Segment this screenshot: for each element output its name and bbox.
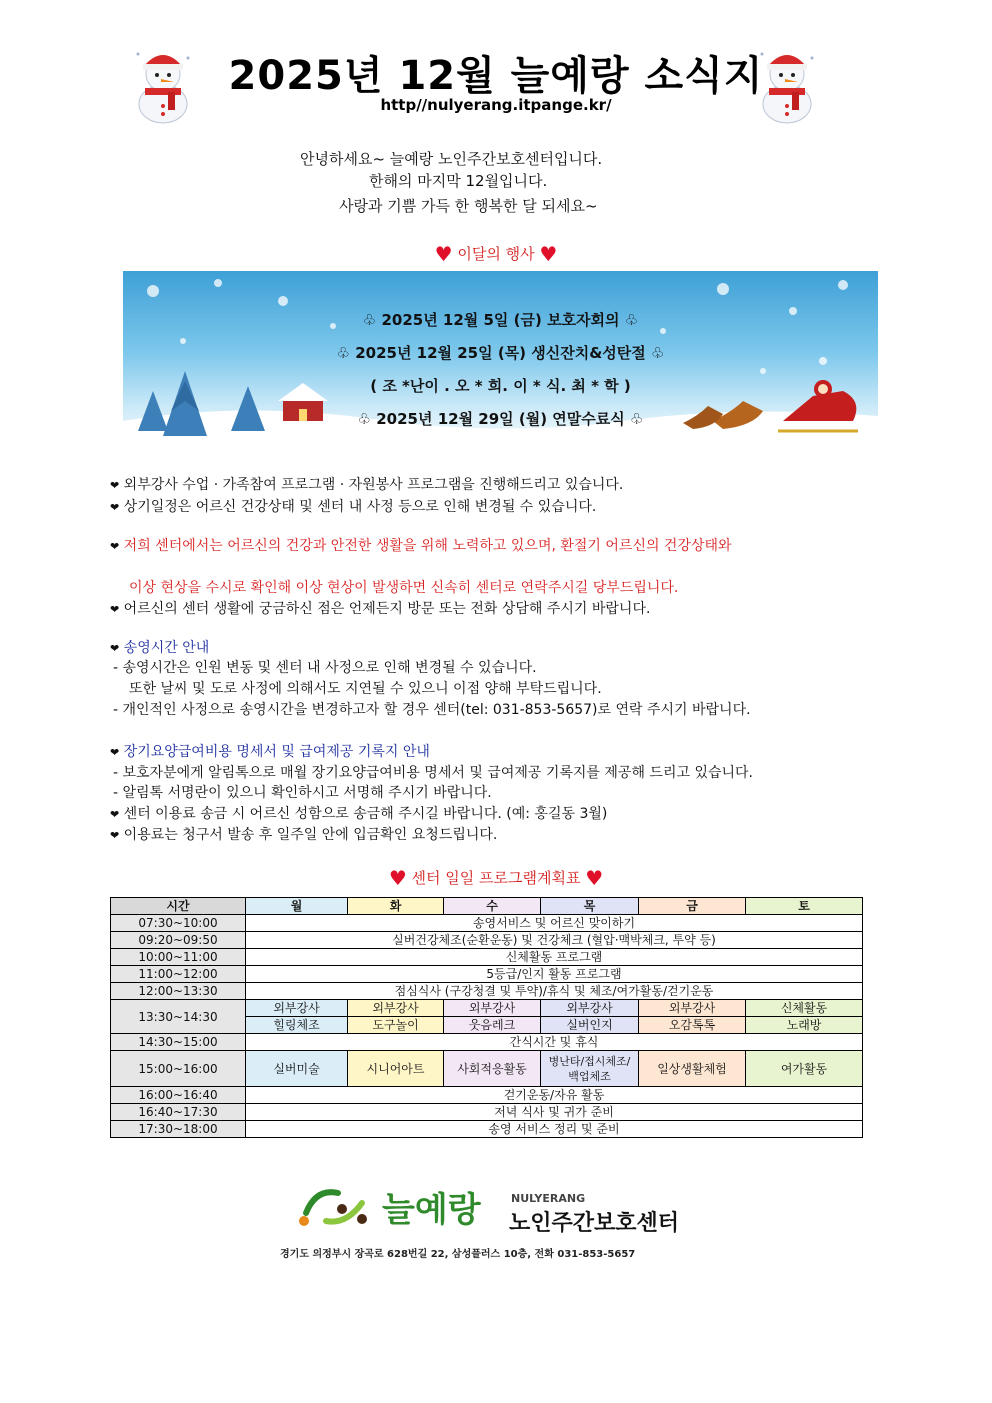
heart-bullet-icon: ❤	[110, 829, 120, 842]
activity-cell: 송영서비스 및 어르신 맞이하기	[246, 915, 863, 932]
schedule-heading	[0, 866, 992, 890]
program-schedule-table	[110, 897, 863, 1138]
activity-cell: 도구놀이	[348, 1017, 444, 1034]
billing-line-3	[110, 803, 607, 823]
activity-cell: 실버미술	[246, 1051, 348, 1087]
column-header-time: 시간	[111, 898, 246, 915]
club-icon: ♧	[629, 410, 644, 428]
transport-heading-text: 송영시간 안내	[123, 640, 210, 656]
notice-line-2	[110, 496, 596, 516]
activity-cell: 간식시간 및 휴식	[246, 1034, 863, 1051]
events-heading	[0, 242, 992, 266]
billing-heading-text: 장기요양급여비용 명세서 및 급여제공 기록지 안내	[123, 744, 430, 760]
activity-cell: 외부강사	[246, 1000, 348, 1017]
heart-icon: ♥	[539, 242, 558, 266]
column-header-wed: 수	[444, 898, 541, 915]
events-heading-text: 이달의 행사	[457, 245, 535, 263]
logo-name: 늘예랑	[382, 1190, 481, 1230]
website-link[interactable]: http//nulyerang.itpange.kr/	[380, 96, 612, 114]
table-row	[111, 1121, 863, 1138]
billing-line-2: - 알림톡 서명란이 있으니 확인하시고 서명해 주시기 바랍니다.	[113, 785, 492, 801]
billing-text: 이용료는 청구서 발송 후 일주일 안에 입금확인 요청드립니다.	[123, 827, 498, 843]
club-icon: ♧	[651, 344, 665, 362]
activity-line-1: 병난타/접시체조/	[548, 1054, 631, 1068]
heart-bullet-icon: ❤	[110, 501, 120, 514]
heart-bullet-icon: ❤	[110, 540, 120, 553]
club-icon: ♧	[624, 311, 639, 329]
heart-icon: ♥	[388, 866, 407, 890]
center-address: 경기도 의정부시 장곡로 628번길 22, 삼성플러스 10층, 전화 031-853-5657	[280, 1249, 636, 1260]
notice-line-1	[110, 474, 623, 494]
heart-bullet-icon: ❤	[110, 746, 120, 759]
time-cell: 09:20~09:50	[111, 932, 246, 949]
logo-english-name: NULYERANG	[511, 1192, 586, 1205]
time-cell: 10:00~11:00	[111, 949, 246, 966]
club-icon: ♧	[357, 410, 371, 428]
heart-bullet-icon: ❤	[110, 642, 120, 655]
notice-text: 외부강사 수업 · 가족참여 프로그램 · 자원봉사 프로그램을 진행해드리고 있습니다.	[123, 477, 624, 493]
transport-line-1: - 송영시간은 인원 변동 및 센터 내 사정으로 인해 변경될 수 있습니다.	[113, 660, 537, 676]
table-row	[111, 983, 863, 1000]
events-banner	[123, 271, 878, 454]
greeting-line-2: 한해의 마지막 12월입니다.	[369, 172, 548, 190]
table-row	[111, 1034, 863, 1051]
column-header-mon: 월	[246, 898, 348, 915]
activity-cell: 외부강사	[639, 1000, 746, 1017]
activity-cell: 5등급/인지 활동 프로그램	[246, 966, 863, 983]
activity-cell: 시니어아트	[348, 1051, 444, 1087]
activity-cell: 걷기운동/자유 활동	[246, 1087, 863, 1104]
event-item-1-text: 2025년 12월 5일 (금) 보호자회의	[381, 311, 620, 329]
logo-subtitle: 노인주간보호센터	[509, 1211, 680, 1236]
center-logo-icon	[296, 1183, 374, 1229]
club-icon: ♧	[362, 311, 377, 329]
event-item-1	[123, 309, 878, 330]
transport-line-2: 또한 날씨 및 도로 사정에 의해서도 지연될 수 있으니 이점 양해 부탁드립니다.	[129, 681, 602, 697]
time-cell: 13:30~14:30	[111, 1000, 246, 1034]
table-row	[111, 915, 863, 932]
activity-cell: 일상생활체험	[639, 1051, 746, 1087]
activity-cell: 저녁 식사 및 귀가 준비	[246, 1104, 863, 1121]
time-cell: 11:00~12:00	[111, 966, 246, 983]
column-header-thu: 목	[541, 898, 639, 915]
transport-line-3: - 개인적인 사정으로 송영시간을 변경하고자 할 경우 센터(tel: 031-853-5657)로 연락 주시기 바랍니다.	[113, 702, 751, 718]
notice-text: 상기일정은 어르신 건강상태 및 센터 내 사정 등으로 인해 변경될 수 있습니다.	[123, 499, 597, 515]
time-cell: 14:30~15:00	[111, 1034, 246, 1051]
event-item-4-text: 2025년 12월 29일 (월) 연말수료식	[376, 410, 625, 428]
heart-bullet-icon: ❤	[110, 479, 120, 492]
heart-bullet-icon: ❤	[110, 603, 120, 616]
activity-cell: 외부강사	[444, 1000, 541, 1017]
event-item-2	[123, 342, 878, 363]
activity-cell: 점심식사 (구강청결 및 투약)/휴식 및 체조/여가활동/걷기운동	[246, 983, 863, 1000]
table-row	[111, 932, 863, 949]
notice-line-3	[110, 535, 732, 555]
notice-text: 어르신의 센터 생활에 궁금하신 점은 언제든지 방문 또는 전화 상담해 주시기 바랍니다.	[123, 601, 651, 617]
greeting-line-1: 안녕하세요~ 늘예랑 노인주간보호센터입니다.	[300, 150, 603, 168]
time-cell: 17:30~18:00	[111, 1121, 246, 1138]
table-row	[111, 1051, 863, 1087]
activity-cell: 오감톡톡	[639, 1017, 746, 1034]
event-item-3: ( 조 *난이 . 오 * 희. 이 * 식. 최 * 학 )	[370, 377, 631, 395]
heart-icon: ♥	[434, 242, 453, 266]
transport-heading	[110, 637, 209, 657]
time-cell: 15:00~16:00	[111, 1051, 246, 1087]
table-row	[111, 1087, 863, 1104]
table-row	[111, 949, 863, 966]
table-row	[111, 1000, 863, 1017]
activity-cell: 송영 서비스 정리 및 준비	[246, 1121, 863, 1138]
heart-icon: ♥	[585, 866, 604, 890]
time-cell: 12:00~13:30	[111, 983, 246, 1000]
activity-cell: 사회적응활동	[444, 1051, 541, 1087]
newsletter-title: 2025년 12월 늘예랑 소식지	[228, 53, 764, 99]
billing-heading	[110, 741, 430, 761]
schedule-heading-text: 센터 일일 프로그램계획표	[411, 869, 581, 887]
greeting-line-3: 사랑과 기쁨 가득 한 행복한 달 되세요~	[339, 197, 598, 215]
activity-cell: 실버건강체조(순환운동) 및 건강체크 (혈압·맥박체크, 투약 등)	[246, 932, 863, 949]
event-item-4	[123, 408, 878, 429]
time-cell: 07:30~10:00	[111, 915, 246, 932]
activity-cell: 웃음레크	[444, 1017, 541, 1034]
billing-text: 센터 이용료 송금 시 어르신 성함으로 송금해 주시길 바랍니다. (예: 홍길동 3월)	[123, 806, 608, 822]
notice-text: 저희 센터에서는 어르신의 건강과 안전한 생활을 위해 노력하고 있으며, 환절기 어르신의 건강상태와	[123, 538, 732, 554]
billing-line-4	[110, 824, 497, 844]
activity-cell: 노래방	[746, 1017, 863, 1034]
time-cell: 16:40~17:30	[111, 1104, 246, 1121]
column-header-sat: 토	[746, 898, 863, 915]
activity-cell: 여가활동	[746, 1051, 863, 1087]
column-header-tue: 화	[348, 898, 444, 915]
activity-cell: 실버인지	[541, 1017, 639, 1034]
heart-bullet-icon: ❤	[110, 808, 120, 821]
activity-cell	[541, 1051, 639, 1087]
notice-line-4: 이상 현상을 수시로 확인해 이상 현상이 발생하면 신속히 센터로 연락주시길 당부드립니다.	[129, 580, 679, 596]
notice-line-5	[110, 598, 650, 618]
activity-cell: 신체활동	[746, 1000, 863, 1017]
club-icon: ♧	[336, 344, 350, 362]
event-item-2-text: 2025년 12월 25일 (목) 생신잔치&성탄절	[355, 344, 646, 362]
activity-cell: 외부강사	[348, 1000, 444, 1017]
table-header-row	[111, 898, 863, 915]
activity-line-2: 백업체조	[568, 1069, 611, 1083]
time-cell: 16:00~16:40	[111, 1087, 246, 1104]
table-row	[111, 1104, 863, 1121]
table-row	[111, 966, 863, 983]
activity-cell: 힐링체조	[246, 1017, 348, 1034]
billing-line-1: - 보호자분에게 알림톡으로 매월 장기요양급여비용 명세서 및 급여제공 기록지를 제공해 드리고 있습니다.	[113, 765, 753, 781]
column-header-fri: 금	[639, 898, 746, 915]
activity-cell: 외부강사	[541, 1000, 639, 1017]
activity-cell: 신체활동 프로그램	[246, 949, 863, 966]
